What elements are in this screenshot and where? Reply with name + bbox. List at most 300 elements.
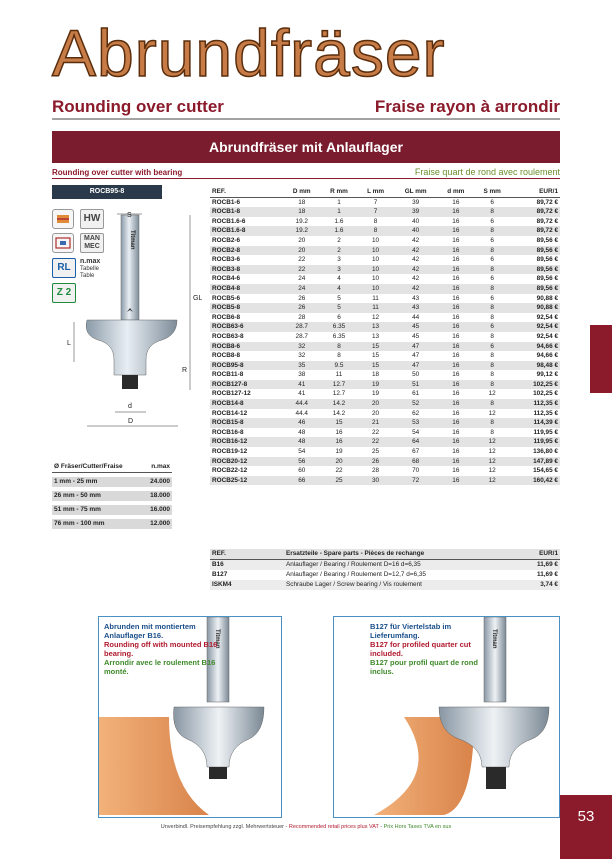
page-number: 53 <box>560 795 612 859</box>
table-cell: 35 <box>283 361 320 371</box>
table-row <box>210 570 560 580</box>
table-cell: 48 <box>298 428 306 436</box>
table-cell: 16 <box>438 457 474 467</box>
table-row <box>210 332 560 342</box>
table-cell: 12 <box>474 476 511 486</box>
col-header: REF. <box>210 187 283 197</box>
table-cell: 8 <box>474 207 511 217</box>
table-cell: 6 <box>474 322 511 332</box>
table-cell: 16 <box>452 236 460 244</box>
table-cell: 16 <box>438 265 474 275</box>
table-cell: 8 <box>474 361 511 371</box>
table-cell: 68 <box>393 457 437 467</box>
table-cell: 26 <box>283 303 320 313</box>
rotation-badge: RL <box>52 258 76 278</box>
table-cell: 11,69 € <box>519 560 560 571</box>
speed-range: 76 mm - 100 mm <box>54 520 105 527</box>
table-cell: 22 <box>358 437 394 447</box>
table-cell: 12 <box>474 437 511 447</box>
table-cell: 11 <box>372 294 379 302</box>
table-cell: 119,95 € <box>510 437 560 447</box>
col-header: d mm <box>438 187 474 197</box>
speed-col-nmax: n.max <box>151 463 170 470</box>
table-cell: 42 <box>412 275 420 283</box>
table-cell: 18 <box>298 198 306 206</box>
table-cell: 90,88 € <box>510 303 560 313</box>
table-cell: ROCB16-12 <box>210 437 283 447</box>
table-cell: 54 <box>412 428 420 436</box>
table-cell: 136,80 € <box>533 448 558 456</box>
table-cell: 4 <box>337 275 341 283</box>
table-cell: 18 <box>283 207 320 217</box>
table-cell: 16 <box>452 217 460 225</box>
label-s: S <box>127 212 132 219</box>
note-de: Abrunden mit montiertem Anlauflager B16. <box>104 622 196 640</box>
table-cell: ROCB3-6 <box>212 256 241 264</box>
table-cell: 47 <box>393 361 437 371</box>
table-cell: 42 <box>393 246 437 256</box>
table-row <box>210 437 560 447</box>
table-row <box>210 370 560 380</box>
speed-value: 24.000 <box>150 478 170 485</box>
table-cell: 6 <box>490 294 494 302</box>
table-cell: 8 <box>474 418 511 428</box>
speed-range: 51 mm - 75 mm <box>54 506 101 513</box>
table-row <box>210 207 560 217</box>
subtitle-fr: Fraise rayon à arrondir <box>374 97 560 116</box>
nmax-line2: Table <box>80 273 95 279</box>
table-cell: 7 <box>373 198 378 206</box>
table-cell: 16 <box>452 428 460 436</box>
col-header: L mm <box>358 187 394 197</box>
col-header: S mm <box>474 187 511 197</box>
table-cell: 15 <box>320 418 357 428</box>
col-header: R mm <box>320 187 357 197</box>
table-cell: 40 <box>412 217 420 225</box>
table-cell: 112,35 € <box>533 409 558 417</box>
col-header: D mm <box>283 187 320 197</box>
table-cell: 16 <box>438 380 474 390</box>
table-row <box>210 351 560 361</box>
table-row <box>210 322 560 332</box>
table-cell: 22 <box>298 256 306 264</box>
table-cell: 89,56 € <box>510 284 560 294</box>
table-cell: 32 <box>283 342 320 352</box>
table-row <box>210 380 560 390</box>
table-cell: 53 <box>393 418 437 428</box>
table-cell: 21 <box>358 418 394 428</box>
table-row <box>210 246 560 256</box>
table-cell: 19 <box>335 448 343 456</box>
table-row <box>210 294 560 304</box>
table-cell: 89,72 € <box>536 217 558 225</box>
table-cell: 16 <box>452 256 460 264</box>
bearing <box>122 375 138 389</box>
table-cell: 16 <box>452 198 460 206</box>
table-row <box>210 447 560 457</box>
table-cell: 26 <box>298 294 306 302</box>
table-cell: 94,66 € <box>510 342 560 352</box>
table-row <box>210 409 560 419</box>
table-cell: 89,56 € <box>510 246 560 256</box>
table-cell: Anlauflager / Bearing / Roulement D=16 d=6,35 <box>284 560 519 571</box>
table-cell: 15 <box>358 342 394 352</box>
table-cell: 44.4 <box>295 409 308 417</box>
table-cell: 8 <box>474 265 511 275</box>
table-cell: 102,25 € <box>510 380 560 390</box>
table-row <box>210 313 560 323</box>
note-de: B127 für Viertelstab im Lieferumfang. <box>370 622 452 640</box>
table-cell: 11,69 € <box>537 571 558 578</box>
table-row <box>210 580 560 590</box>
table-cell: 6 <box>490 256 494 264</box>
table-cell: 66 <box>283 476 320 486</box>
table-cell: ROCB5-6 <box>212 294 241 302</box>
footer-fr: Prix Hors Taxes TVA en sus <box>383 824 452 830</box>
table-cell: B127 <box>212 571 228 578</box>
table-cell: ROCB8-8 <box>212 352 241 360</box>
table-cell: 12 <box>488 409 496 417</box>
table-cell: 18 <box>371 371 380 379</box>
table-cell: B16 <box>210 560 284 571</box>
speed-table-header <box>52 462 172 473</box>
table-cell: 5 <box>320 303 357 313</box>
table-cell: 16 <box>438 246 474 256</box>
table-cell: 43 <box>393 303 437 313</box>
table-cell: 13 <box>371 332 380 340</box>
cutter-body <box>174 707 264 767</box>
table-cell: 5 <box>337 294 341 302</box>
table-cell: 8 <box>474 303 511 313</box>
nmax-title: n.max <box>80 258 101 265</box>
subtitle-en: Rounding over cutter <box>52 97 224 116</box>
table-cell: 42 <box>412 256 420 264</box>
caption-en: Rounding over cutter with bearing <box>52 168 183 177</box>
table-cell: 147,89 € <box>510 457 560 467</box>
table-cell: 8 <box>490 428 494 436</box>
table-cell: 160,42 € <box>510 476 560 486</box>
table-cell: ROCB15-8 <box>210 418 283 428</box>
table-cell: 102,25 € <box>533 390 558 398</box>
col-description: Ersatzteile - Spare parts - Pièces de rechange <box>284 549 519 560</box>
table-cell: 8 <box>337 352 341 360</box>
table-cell: 16 <box>438 207 474 217</box>
table-cell: 114,39 € <box>510 418 560 428</box>
table-cell: 7 <box>358 207 394 217</box>
brand-logo: Titman <box>129 230 135 250</box>
table-cell: 51 <box>393 380 437 390</box>
table-row <box>210 217 560 227</box>
table-cell: ROCB14-12 <box>212 409 248 417</box>
speed-value: 16.000 <box>150 506 170 513</box>
label-d: d <box>128 403 132 410</box>
table-row <box>210 389 560 399</box>
table-cell: 8 <box>490 332 494 340</box>
table-cell: 28 <box>371 467 380 475</box>
table-row <box>210 197 560 207</box>
speed-row <box>52 477 172 487</box>
table-cell: 16 <box>452 371 460 379</box>
table-cell: 20 <box>371 409 380 417</box>
table-cell: ROCB14-8 <box>210 399 283 409</box>
table-row <box>210 303 560 313</box>
table-cell: 16 <box>438 476 474 486</box>
table-cell: ROCB2-6 <box>212 236 241 244</box>
table-cell: 89,56 € <box>536 236 558 244</box>
table-cell: 16 <box>438 303 474 313</box>
table-cell: 10 <box>358 246 394 256</box>
table-cell: 16 <box>452 294 460 302</box>
speed-row <box>52 519 172 529</box>
table-cell: 6.35 <box>332 332 346 340</box>
page-title: Abrundfräser <box>52 16 446 90</box>
footer-en: Recommended retail prices plus VAT <box>288 824 379 830</box>
footer-de: Unverbindl. Preisempfehlung zzgl. Mehrwertsteuer <box>160 824 284 830</box>
table-cell: 6.35 <box>320 322 357 332</box>
speed-row <box>52 491 172 501</box>
table-cell: 8 <box>373 217 378 225</box>
table-cell: ROCB1.6-6 <box>212 217 246 225</box>
table-cell: 56 <box>283 457 320 467</box>
table-cell: 3 <box>337 256 341 264</box>
table-cell: ROCB6-8 <box>212 313 241 321</box>
table-row <box>210 236 560 246</box>
table-cell: 14.2 <box>332 409 346 417</box>
table-cell: ROCB4-8 <box>210 284 283 294</box>
man-label: MAN <box>84 235 100 242</box>
table-cell: 15 <box>371 352 380 360</box>
table-cell: 10 <box>358 284 394 294</box>
table-cell: 48 <box>283 437 320 447</box>
hw-badge: HW <box>80 209 104 229</box>
speed-row <box>52 505 172 515</box>
table-cell: 16 <box>438 322 474 332</box>
table-cell: 20 <box>298 236 306 244</box>
table-cell: 16 <box>438 361 474 371</box>
table-cell: 89,56 € <box>510 265 560 275</box>
table-cell: 10 <box>371 256 380 264</box>
table-cell: 10 <box>358 265 394 275</box>
table-row <box>210 361 560 371</box>
table-cell: 24 <box>283 284 320 294</box>
teeth-badge: Z 2 <box>52 283 76 303</box>
col-price: EUR/1 <box>519 549 560 560</box>
table-cell: 42 <box>393 265 437 275</box>
table-cell: 19 <box>358 380 394 390</box>
brand-logo: Titman <box>214 629 220 649</box>
table-cell: 15 <box>358 361 394 371</box>
speed-value: 12.000 <box>150 520 170 527</box>
brand-logo: Titman <box>491 629 497 649</box>
footer: Unverbindl. Preisempfehlung zzgl. Mehrwertsteuer - Recommended retail prices plus VAT - Prix Hors Taxes TVA en sus <box>160 824 452 830</box>
table-cell: 8 <box>320 342 357 352</box>
table-cell: 8 <box>474 399 511 409</box>
table-row <box>210 274 560 284</box>
table-row <box>210 457 560 467</box>
table-cell: 19.2 <box>283 226 320 236</box>
mec-label: MEC <box>84 243 100 250</box>
table-cell: 47 <box>412 352 420 360</box>
table-cell: 20 <box>283 246 320 256</box>
speed-value: 18.000 <box>150 492 170 499</box>
speed-table <box>52 462 172 529</box>
table-cell: ROCB1.6-8 <box>210 226 283 236</box>
table-cell: ROCB19-12 <box>212 448 248 456</box>
table-cell: ROCB5-8 <box>210 303 283 313</box>
table-cell: 6 <box>490 217 494 225</box>
table-cell: 92,54 € <box>510 322 560 332</box>
cutter-drawing <box>62 200 202 435</box>
table-cell: 8 <box>490 352 494 360</box>
table-header-row <box>210 549 560 560</box>
table-cell: 70 <box>412 467 420 475</box>
table-cell: 89,72 € <box>510 207 560 217</box>
table-cell: ROCB63-6 <box>210 322 283 332</box>
table-cell: 90,88 € <box>536 294 558 302</box>
speed-range: 1 mm - 25 mm <box>54 478 98 485</box>
table-cell: 16 <box>452 275 460 283</box>
table-cell: 45 <box>412 332 420 340</box>
table-cell: ROCB11-8 <box>212 371 244 379</box>
table-cell: 8 <box>490 371 494 379</box>
table-row <box>210 226 560 236</box>
table-cell: ROCB1-8 <box>210 207 283 217</box>
table-cell: 2 <box>320 246 357 256</box>
side-tab <box>590 325 612 393</box>
table-cell: 9.5 <box>320 361 357 371</box>
table-cell: 61 <box>412 390 420 398</box>
table-cell: 8 <box>474 226 511 236</box>
table-cell: 98,48 € <box>510 361 560 371</box>
table-cell: 44.4 <box>283 399 320 409</box>
table-cell: 16 <box>438 284 474 294</box>
table-cell: 6 <box>337 313 341 321</box>
table-cell: 11 <box>335 371 343 379</box>
bearing <box>486 767 506 789</box>
table-cell: 32 <box>298 352 306 360</box>
table-cell: 20 <box>320 457 357 467</box>
table-cell: 16 <box>452 467 460 475</box>
table-cell: 12.7 <box>332 390 346 398</box>
table-cell: 94,66 € <box>536 352 558 360</box>
table-cell: 92,54 € <box>536 332 558 340</box>
table-cell: ROCB20-12 <box>210 457 283 467</box>
label-gl: GL <box>193 295 202 302</box>
table-cell: ISKM4 <box>210 580 284 590</box>
table-cell: 52 <box>393 399 437 409</box>
table-cell: 43 <box>412 294 420 302</box>
table-cell: 6 <box>490 236 494 244</box>
table-cell: 67 <box>412 448 420 456</box>
table-cell: 38 <box>298 371 306 379</box>
table-cell: 1 <box>337 198 341 206</box>
table-cell: 42 <box>412 236 420 244</box>
table-cell: 13 <box>358 322 394 332</box>
table-cell: 19.2 <box>295 217 308 225</box>
table-cell: 25 <box>371 448 380 456</box>
table-cell: 3 <box>320 265 357 275</box>
nmax-line1: Tabelle <box>80 266 100 272</box>
table-cell: 54 <box>298 448 306 456</box>
table-cell: 44 <box>412 313 420 321</box>
table-cell: 3,74 € <box>519 580 560 590</box>
table-cell: 10 <box>371 236 380 244</box>
table-cell: 11 <box>358 303 394 313</box>
note-fr: B127 pour profil quart de rond inclus. <box>370 658 478 676</box>
table-cell: 40 <box>393 226 437 236</box>
table-cell: 41 <box>298 390 306 398</box>
table-row <box>210 560 560 571</box>
table-row <box>210 255 560 265</box>
table-cell: 12.7 <box>320 380 357 390</box>
table-row <box>210 342 560 352</box>
table-cell: 22 <box>371 428 380 436</box>
table-cell: 16 <box>438 399 474 409</box>
table-cell: 12 <box>488 467 496 475</box>
table-cell: ROCB63-8 <box>212 332 244 340</box>
table-cell: 30 <box>358 476 394 486</box>
table-cell: 8 <box>474 380 511 390</box>
table-cell: 12 <box>488 390 496 398</box>
model-label: ROCB95-8 <box>52 185 162 199</box>
table-cell: 72 <box>393 476 437 486</box>
table-cell: 8 <box>490 313 494 321</box>
table-cell: 20 <box>358 399 394 409</box>
bearing <box>209 767 227 779</box>
table-cell: 16 <box>452 332 460 340</box>
table-cell: 4 <box>320 284 357 294</box>
table-cell: 39 <box>393 207 437 217</box>
table-cell: 16 <box>452 313 460 321</box>
table-cell: 112,35 € <box>510 399 560 409</box>
table-cell: 45 <box>393 322 437 332</box>
table-cell: 16 <box>438 437 474 447</box>
table-cell: ROCB127-12 <box>212 390 251 398</box>
table-cell: ROCB25-12 <box>210 476 283 486</box>
col-ref: REF. <box>210 549 284 560</box>
table-cell: 46 <box>283 418 320 428</box>
table-cell: 16 <box>452 390 460 398</box>
table-cell: 28 <box>298 313 306 321</box>
label-D: D <box>128 418 134 425</box>
table-cell: 6 <box>490 198 494 206</box>
table-row <box>210 284 560 294</box>
table-cell: 119,95 € <box>533 428 558 436</box>
table-header-row <box>210 187 560 197</box>
table-row <box>210 476 560 486</box>
table-cell: 8 <box>474 246 511 256</box>
table-cell: 64 <box>393 437 437 447</box>
speed-range: 26 mm - 50 mm <box>54 492 101 499</box>
table-cell: 6 <box>490 275 494 283</box>
table-cell: ROCB95-8 <box>210 361 283 371</box>
table-cell: 41 <box>283 380 320 390</box>
table-cell: 26 <box>358 457 394 467</box>
table-cell: 16 <box>452 448 460 456</box>
table-cell: 47 <box>393 342 437 352</box>
table-cell: 22 <box>335 467 343 475</box>
table-cell: ROCB1-6 <box>212 198 241 206</box>
table-cell: ROCB2-8 <box>210 246 283 256</box>
table-cell: 8 <box>358 226 394 236</box>
table-cell: ROCB22-12 <box>212 467 248 475</box>
table-cell: ROCB3-8 <box>210 265 283 275</box>
table-cell: 50 <box>412 371 420 379</box>
table-cell: Anlauflager / Bearing / Roulement D=12,7 d=6,35 <box>286 571 426 578</box>
table-cell: 24 <box>298 275 306 283</box>
table-cell: 16 <box>335 428 343 436</box>
table-cell: 28.7 <box>295 332 308 340</box>
